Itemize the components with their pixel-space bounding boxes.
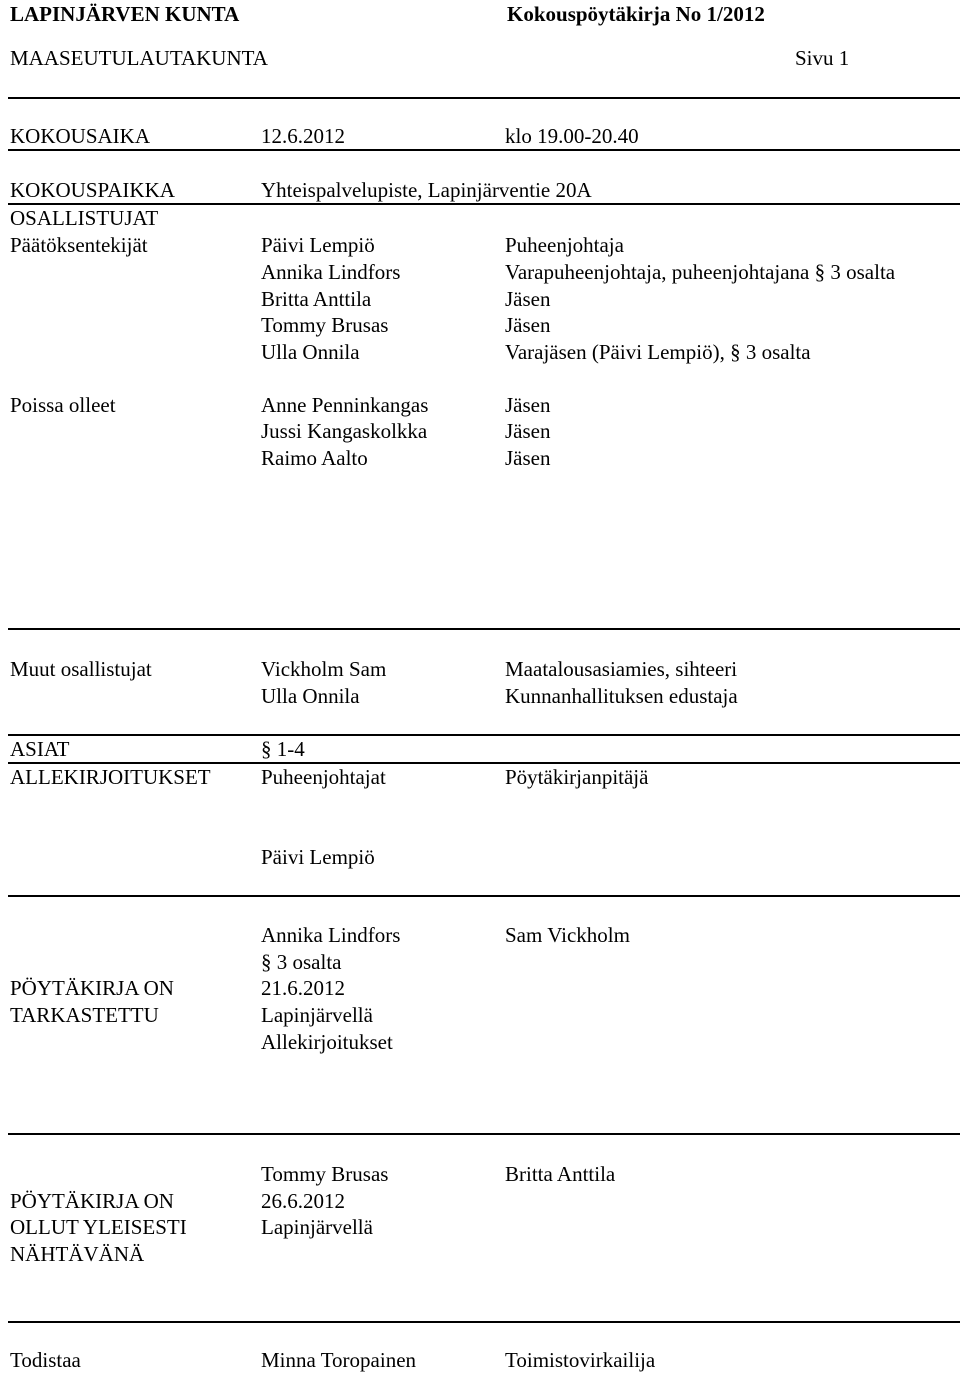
chairs-label: Puheenjohtajat (261, 765, 386, 789)
certify-name: Minna Toropainen (261, 1348, 417, 1372)
public-label: PÖYTÄKIRJA ON (10, 1189, 174, 1213)
checked-label: PÖYTÄKIRJA ON (10, 976, 174, 1000)
absent-label: Poissa olleet (10, 393, 116, 417)
participant-role: Jäsen (505, 313, 551, 337)
public-label: NÄHTÄVÄNÄ (10, 1242, 145, 1266)
chair-signature-name: Annika Lindfors (261, 923, 401, 947)
meeting-place-label: KOKOUSPAIKKA (10, 178, 175, 202)
absent-name: Raimo Aalto (261, 446, 368, 470)
checked-date: 21.6.2012 (261, 976, 345, 1000)
absent-role: Jäsen (505, 446, 551, 470)
divider (8, 734, 960, 736)
participant-name: Päivi Lempiö (261, 233, 375, 257)
checker-name: Tommy Brusas (261, 1162, 389, 1186)
participant-role: Jäsen (505, 287, 551, 311)
others-label: Muut osallistujat (10, 657, 152, 681)
secretary-label: Pöytäkirjanpitäjä (505, 765, 649, 789)
other-role: Kunnanhallituksen edustaja (505, 684, 738, 708)
decision-makers-label: Päätöksentekijät (10, 233, 148, 257)
certify-label: Todistaa (10, 1348, 81, 1372)
participant-name: Ulla Onnila (261, 340, 360, 364)
participant-role: Varajäsen (Päivi Lempiö), § 3 osalta (505, 340, 811, 364)
municipality-name: LAPINJÄRVEN KUNTA (10, 2, 240, 26)
other-name: Vickholm Sam (261, 657, 387, 681)
divider (8, 762, 960, 764)
participant-role: Varapuheenjohtaja, puheenjohtajana § 3 osalta (505, 260, 896, 284)
secretary-signature-name: Sam Vickholm (505, 923, 630, 947)
absent-name: Jussi Kangaskolkka (261, 419, 428, 443)
items-label: ASIAT (10, 737, 70, 761)
divider (8, 203, 960, 205)
meeting-time-label: KOKOUSAIKA (10, 124, 150, 148)
divider (8, 895, 960, 897)
signatures-label: ALLEKIRJOITUKSET (10, 765, 211, 789)
chair-note: § 3 osalta (261, 950, 342, 974)
divider (8, 1133, 960, 1135)
document-title: Kokouspöytäkirja No 1/2012 (507, 2, 765, 26)
chair-signature-name: Päivi Lempiö (261, 845, 375, 869)
public-place: Lapinjärvellä (261, 1215, 373, 1239)
checker-name: Britta Anttila (505, 1162, 616, 1186)
board-name: MAASEUTULAUTAKUNTA (10, 46, 268, 70)
items-value: § 1-4 (261, 737, 305, 761)
public-date: 26.6.2012 (261, 1189, 345, 1213)
participant-role: Puheenjohtaja (505, 233, 624, 257)
other-role: Maatalousasiamies, sihteeri (505, 657, 738, 681)
checked-note: Allekirjoitukset (261, 1030, 393, 1054)
participant-name: Britta Anttila (261, 287, 372, 311)
divider (8, 97, 960, 99)
absent-role: Jäsen (505, 419, 551, 443)
public-label: OLLUT YLEISESTI (10, 1215, 187, 1239)
divider (8, 1321, 960, 1323)
participants-label: OSALLISTUJAT (10, 206, 159, 230)
absent-name: Anne Penninkangas (261, 393, 429, 417)
absent-role: Jäsen (505, 393, 551, 417)
certify-title: Toimistovirkailija (505, 1348, 656, 1372)
divider (8, 149, 960, 151)
meeting-date: 12.6.2012 (261, 124, 345, 148)
meeting-time: klo 19.00-20.40 (505, 124, 639, 148)
checked-label: TARKASTETTU (10, 1003, 159, 1027)
participant-name: Annika Lindfors (261, 260, 401, 284)
meeting-place: Yhteispalvelupiste, Lapinjärventie 20A (261, 178, 592, 202)
divider (8, 628, 960, 630)
page-number: Sivu 1 (795, 46, 850, 70)
participant-name: Tommy Brusas (261, 313, 389, 337)
checked-place: Lapinjärvellä (261, 1003, 373, 1027)
other-name: Ulla Onnila (261, 684, 360, 708)
